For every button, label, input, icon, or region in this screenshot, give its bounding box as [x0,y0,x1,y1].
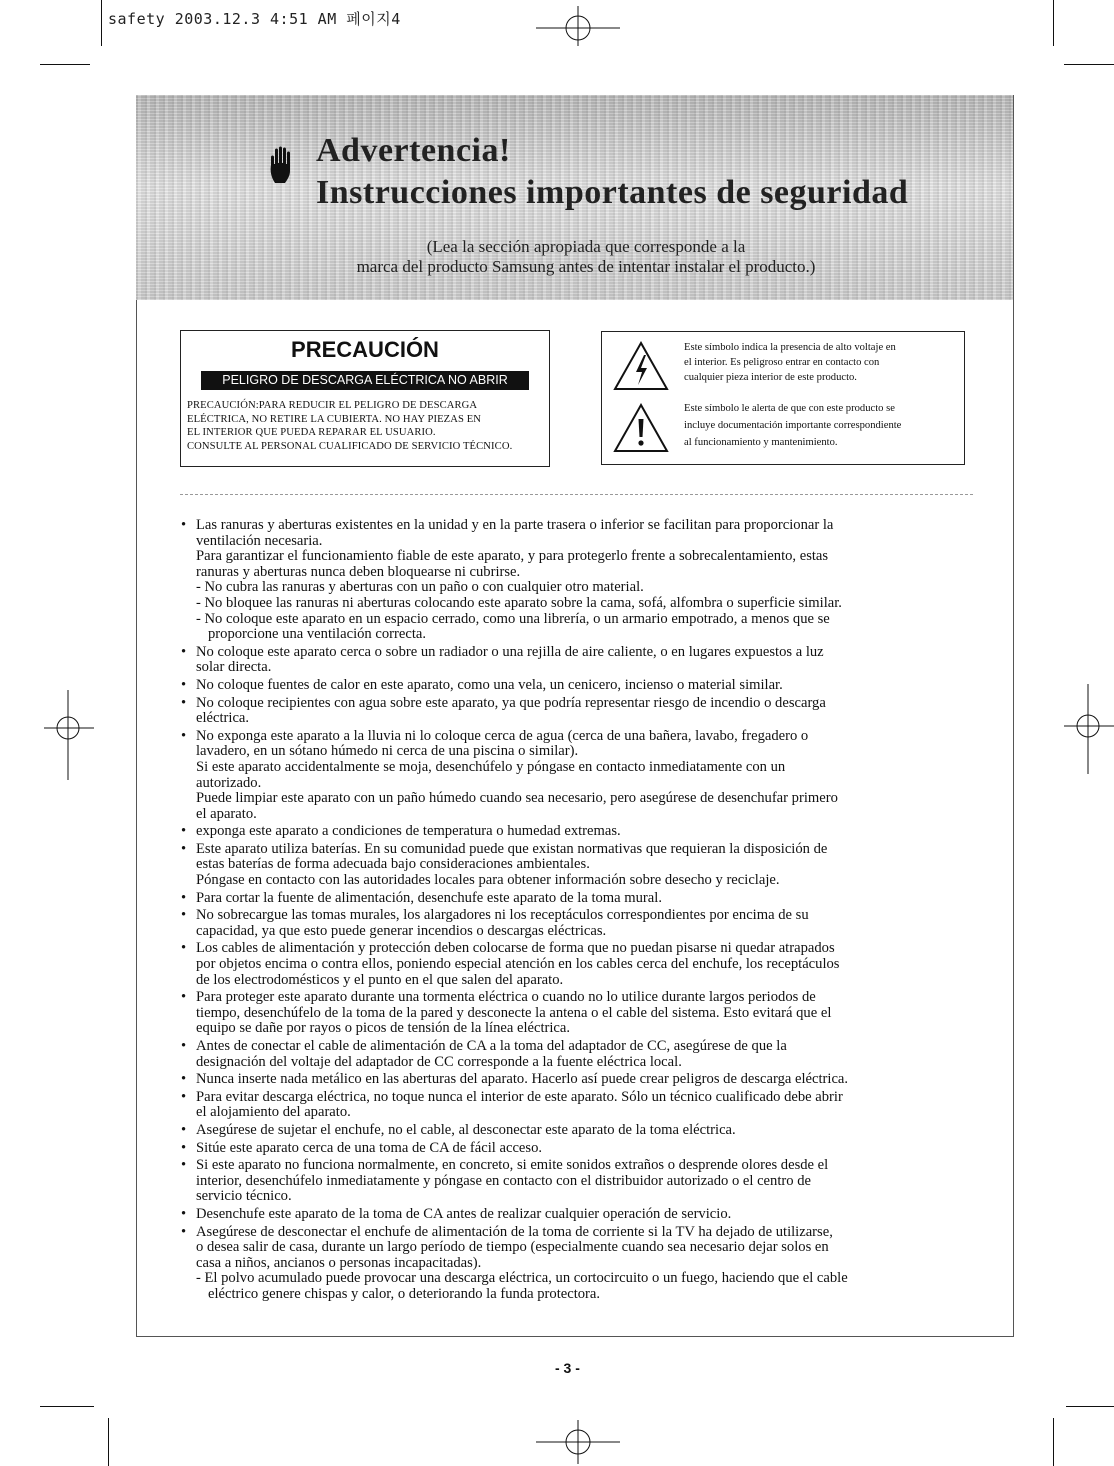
safety-bullet-item [180,824,980,840]
bullet-text-line: Si este aparato no funciona normalmente, en concreto, si emite sonidos extraños o desprende olores desde el [196,1157,829,1174]
bullet-dot: • [181,694,187,711]
bullet-text-line: Póngase en contacto con las autoridades locales para obtener información sobre desecho y reciclaje. [196,872,780,889]
bullet-dot: • [181,840,187,857]
bullet-text-line: ranuras y aberturas nunca deben bloquearse ni cubrirse. [196,563,521,580]
crop-mark [40,64,90,65]
bullet-text-line: Para proteger este aparato durante una tormenta eléctrica o cuando no lo utilice durante largos periodos de [196,989,816,1006]
bullet-text-line: Sitúe este aparato cerca de una toma de CA de fácil acceso. [196,1139,543,1156]
bullet-text-line: Puede limpiar este aparato con un paño húmedo cuando sea necesario, pero asegúrese de desenchufar primero [196,790,838,807]
registration-mark-icon [536,6,620,46]
registration-mark-icon [536,1420,620,1464]
safety-instructions-list [180,518,980,1305]
bullet-text-line: Asegúrese de sujetar el enchufe, no el cable, al desconectar este aparato de la toma eléctrica. [196,1121,736,1138]
symbol-text-line: incluye documentación importante correspondiente [684,420,902,431]
bullet-dot: • [181,1121,187,1138]
bullet-text-line: capacidad, ya que esto puede generar incendios o descargas eléctricas. [196,922,607,939]
bullet-text-line: eléctrica. [196,710,250,727]
safety-bullet-item [180,908,980,939]
bullet-text-line: interior, desenchúfelo inmediatamente y póngase en contacto con el distribuidor autorizado o el centro de [196,1172,811,1189]
bullet-text-line: Las ranuras y aberturas existentes en la unidad y en la parte trasera o inferior se facilitan para proporcionar la [196,517,834,533]
bullet-text-line: eléctrico genere chispas y calor, o deteriorando la funda protectora. [208,1285,601,1302]
caution-text [187,399,543,453]
safety-bullet-item [180,842,980,889]
page-number: - 3 - [555,1360,580,1376]
bullet-dot: • [181,989,187,1006]
bullet-text-line: lavadero, en un sótano húmedo ni cerca de una piscina o similar). [196,743,579,760]
documentation-symbol-text [684,400,962,451]
bullet-dot: • [181,1205,187,1222]
banner-title-line1: Advertencia! [316,132,511,169]
bullet-text-line: No coloque recipientes con agua sobre este aparato, ya que podría representar riesgo de incendio o descarga [196,694,826,711]
voltage-symbol-text [684,340,962,385]
safety-bullet-item [180,1207,980,1223]
bullet-text-line: proporcione una ventilación correcta. [208,626,426,643]
crop-mark [1053,1418,1054,1466]
caution-title: PRECAUCIÓN [291,337,439,362]
crop-mark [108,1418,109,1466]
bullet-text-line: - No bloquee las ranuras ni aberturas colocando este aparato sobre la cama, sofá, alfombra o superficie similar. [196,594,842,611]
registration-mark-icon [1064,684,1114,774]
bullet-text-line: de los electrodomésticos y el punto en el que salen del aparato. [196,971,564,988]
bullet-dot: • [181,1157,187,1174]
bullet-dot: • [181,676,187,693]
bullet-text-line: Los cables de alimentación y protección deben colocarse de forma que no puedan pisarse ni quedar atrapados [196,940,835,957]
bullet-text-line: estas baterías de forma adecuada bajo consideraciones ambientales. [196,856,590,873]
safety-bullet-item [180,891,980,907]
safety-bullet-item [180,645,980,676]
bullet-text-line: casa a niños, ancianos o personas incapacitadas). [196,1254,482,1271]
bullet-dot: • [181,889,187,906]
bullet-text-line: por objetos encima o contra ellos, poniendo especial atención en los cables cerca del enchufe, los receptáculos [196,956,840,973]
bullet-dot: • [181,1038,187,1054]
bullet-text-line: solar directa. [196,659,272,676]
caution-warning-bar: PELIGRO DE DESCARGA ELÉCTRICA NO ABRIR [201,371,529,390]
bullet-text-line: Desenchufe este aparato de la toma de CA antes de realizar cualquier operación de servicio. [196,1205,732,1222]
banner-subtitle [316,237,856,277]
bullet-text-line: No coloque fuentes de calor en este aparato, como una vela, un cenicero, incienso o material similar. [196,676,783,693]
hand-stop-icon [268,145,298,185]
bullet-dot: • [181,643,187,660]
bullet-text-line: Este aparato utiliza baterías. En su comunidad puede que existan normativas que requieran la disposición de [196,840,828,857]
bullet-dot: • [181,727,187,744]
lightning-triangle-icon [613,341,669,391]
bullet-text-line: Asegúrese de desconectar el enchufe de alimentación de la toma de corriente si la TV ha dejado de utilizarse, [196,1223,833,1240]
bullet-text-line: No exponga este aparato a la lluvia ni lo coloque cerca de agua (cerca de una bañera, lavabo, fregadero o [196,727,809,744]
crop-mark [1064,64,1114,65]
safety-bullet-item [180,678,980,694]
safety-bullet-item [180,1123,980,1139]
safety-bullet-item [180,1039,980,1070]
bullet-dot: • [181,517,187,533]
bullet-dot: • [181,1071,187,1088]
safety-bullet-item [180,990,980,1037]
bullet-text-line: el alojamiento del aparato. [196,1104,351,1121]
caution-text-line: CONSULTE AL PERSONAL CUALIFICADO DE SERVICIO TÉCNICO. [187,440,513,452]
crop-mark [101,0,102,46]
banner-subtitle-line2: marca del producto Samsung antes de intentar instalar el producto.) [356,257,816,276]
bullet-text-line: Para cortar la fuente de alimentación, desenchufe este aparato de la toma mural. [196,889,662,906]
safety-bullet-item [180,1158,980,1205]
registration-mark-icon [44,690,94,780]
caution-text-line: EL INTERIOR QUE PUEDA REPARAR EL USUARIO. [187,427,436,438]
crop-mark [1053,0,1054,46]
section-divider [180,494,973,495]
safety-bullet-item [180,1225,980,1303]
safety-bullet-item [180,518,980,643]
caution-text-line: PRECAUCIÓN:PARA REDUCIR EL PELIGRO DE DESCARGA [187,400,478,411]
bullet-text-line: Nunca inserte nada metálico en las aberturas del aparato. Hacerlo así puede crear peligros de descarga eléctrica. [196,1071,849,1088]
bullet-text-line: - No coloque este aparato en un espacio cerrado, como una librería, o un armario empotrado, a menos que se [196,610,830,627]
bullet-text-line: No sobrecargue las tomas murales, los alargadores ni los receptáculos correspondientes por encima de su [196,907,809,924]
symbol-text-line: Este símbolo indica la presencia de alto voltaje en [684,342,896,353]
bullet-dot: • [181,1139,187,1156]
bullet-text-line: No coloque este aparato cerca o sobre un radiador o una rejilla de aire caliente, o en lugares expuestos a luz [196,643,824,660]
safety-bullet-item [180,941,980,988]
banner-subtitle-line1: (Lea la sección apropiada que corresponde a la [426,237,746,256]
symbol-text-line: Este símbolo le alerta de que con este producto se [684,403,895,414]
bullet-text-line: - El polvo acumulado puede provocar una descarga eléctrica, un cortocircuito o un fuego, haciendo que el cable [196,1270,848,1287]
bullet-dot: • [181,1088,187,1105]
bullet-dot: • [181,907,187,924]
crop-mark [40,1406,94,1407]
bullet-text-line: - No cubra las ranuras y aberturas con un paño o con cualquier otro material. [196,579,644,596]
print-slug-line: safety 2003.12.3 4:51 AM 페이지4 [108,10,401,28]
banner-title-line2: Instrucciones importantes de seguridad [316,174,909,211]
exclamation-triangle-icon [613,403,669,453]
bullet-text-line: ventilación necesaria. [196,532,323,549]
symbols-box [601,331,965,465]
bullet-dot: • [181,1223,187,1240]
bullet-dot: • [181,823,187,840]
bullet-text-line: tiempo, desenchúfelo de la toma de la pared y desconecte la antena o el cable del sistema. Esto evitará que el [196,1004,832,1021]
bullet-text-line: servicio técnico. [196,1188,292,1205]
safety-bullet-item [180,1090,980,1121]
bullet-text-line: el aparato. [196,805,257,822]
bullet-text-line: designación del voltaje del adaptador de CC corresponde a la fuente eléctrica local. [196,1053,682,1070]
bullet-text-line: o desea salir de casa, durante un largo período de tiempo (especialmente cuando sea necesario dejar solos en [196,1239,829,1256]
symbol-text-line: cualquier pieza interior de este producto. [684,372,857,383]
safety-bullet-item [180,729,980,823]
symbol-text-line: el interior. Es peligroso entrar en contacto con [684,357,880,368]
bullet-text-line: Antes de conectar el cable de alimentación de CA a la toma del adaptador de CC, asegúrese de que la [196,1038,787,1054]
bullet-dot: • [181,940,187,957]
bullet-text-line: Para garantizar el funcionamiento fiable de este aparato, y para protegerlo frente a sobrecalentamiento, estas [196,548,829,565]
bullet-text-line: Si este aparato accidentalmente se moja, desenchúfelo y póngase en contacto inmediatamente con un [196,758,786,775]
safety-bullet-item [180,1141,980,1157]
caution-text-line: ELÉCTRICA, NO RETIRE LA CUBIERTA. NO HAY PIEZAS EN [187,413,482,425]
safety-bullet-item [180,696,980,727]
symbol-text-line: al funcionamiento y mantenimiento. [684,437,838,448]
bullet-text-line: autorizado. [196,774,262,791]
bullet-text-line: Para evitar descarga eléctrica, no toque nunca el interior de este aparato. Sólo un técnico cualificado debe abrir [196,1088,843,1105]
caution-box [180,330,550,467]
bullet-text-line: equipo se dañe por rayos o picos de tensión de la línea eléctrica. [196,1020,571,1037]
bullet-text-line: exponga este aparato a condiciones de temperatura o humedad extremas. [196,823,621,840]
safety-bullet-item [180,1072,980,1088]
crop-mark [1066,1406,1114,1407]
